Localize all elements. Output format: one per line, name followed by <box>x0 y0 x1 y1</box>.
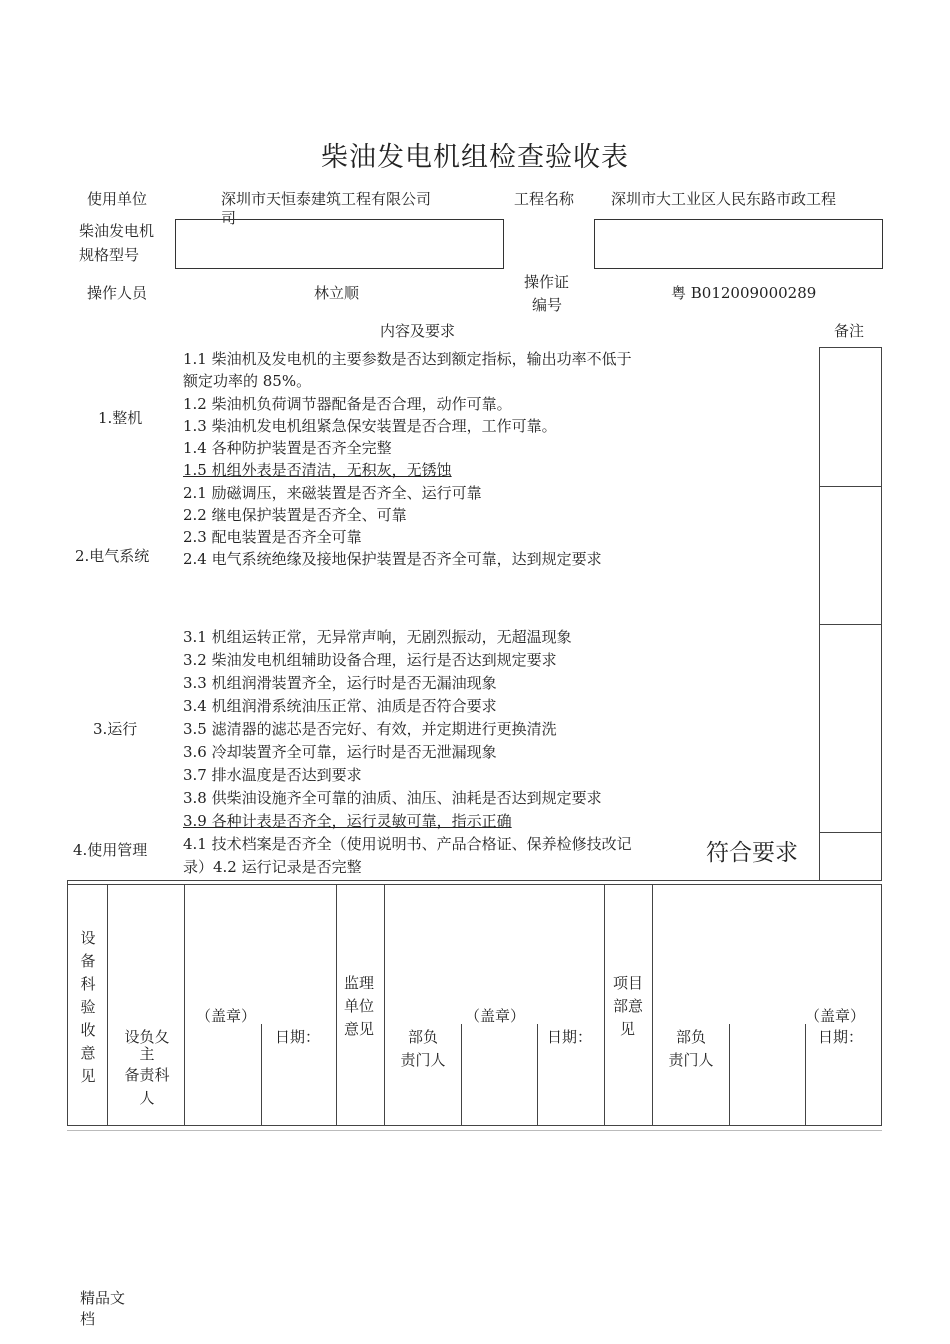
item-2-4: 2.4 电气系统绝缘及接地保护装置是否齐全可靠，达到规定要求 <box>183 550 602 568</box>
signoff-col <box>384 884 385 1126</box>
date-2: 日期： <box>547 1028 593 1046</box>
signoff-col <box>184 884 185 1126</box>
footer-line1: 精品文 <box>80 1289 126 1307</box>
footer-line2: 档 <box>80 1310 96 1328</box>
item-3-4: 3.4 机组润滑系统油压正常、油质是否符合要求 <box>183 697 497 715</box>
item-1-1: 1.1 柴油机及发电机的主要参数是否达到额定指标，输出功率不低于 <box>183 350 632 368</box>
signoff-top-line-2 <box>67 884 882 885</box>
date-1: 日期： <box>275 1028 321 1046</box>
item-1-3: 1.3 柴油机发电机组紧急保安装置是否合理，工作可靠。 <box>183 417 557 435</box>
equipment-dept-label: 设备科验收意见 <box>80 929 96 1085</box>
signoff-col <box>336 884 337 1126</box>
operator-label: 操作人员 <box>87 284 148 302</box>
remarks-right-border <box>881 347 882 880</box>
supervision-line3: 意见 <box>344 1020 375 1038</box>
project-dept-line3: 见 <box>620 1020 636 1038</box>
signoff-top-line <box>67 880 882 881</box>
item-3-1: 3.1 机组运转正常，无异常声响，无剧烈振动，无超温现象 <box>183 628 572 646</box>
item-3-6: 3.6 冷却装置齐全可靠，运行时是否无泄漏现象 <box>183 743 497 761</box>
supervision-line1: 监理 <box>344 974 375 992</box>
supervision-line2: 单位 <box>344 997 375 1015</box>
signoff-col <box>604 884 605 1126</box>
project-dept-line1: 项目 <box>613 974 644 992</box>
seal-3: （盖章） <box>805 1007 866 1025</box>
seal-1: （盖章） <box>196 1007 257 1025</box>
item-3-7: 3.7 排水温度是否达到要求 <box>183 766 362 784</box>
signoff-col <box>805 1024 806 1126</box>
dept-head-a-line2: 责门人 <box>400 1051 446 1069</box>
item-1-4: 1.4 各种防护装置是否齐全完整 <box>183 439 392 457</box>
item-2-3: 2.3 配电装置是否齐全可靠 <box>183 528 362 546</box>
use-unit-value: 深圳市天恒泰建筑工程有限公司 <box>221 190 432 208</box>
section-1-label: 1.整机 <box>98 409 143 427</box>
signoff-col <box>261 1024 262 1126</box>
cert-value: 粤 B012009000289 <box>671 284 817 302</box>
item-2-2: 2.2 继电保护装置是否齐全、可靠 <box>183 506 407 524</box>
item-2-1: 2.1 励磁调压，来磁装置是否齐全、运行可靠 <box>183 484 482 502</box>
dept-head-a-line1: 部负 <box>407 1028 438 1046</box>
cert-label-line2: 编号 <box>532 296 563 314</box>
use-unit-value-tail: 司 <box>221 209 237 227</box>
remarks-left-border <box>819 347 820 880</box>
item-4-1: 4.1 技术档案是否齐全（使用说明书、产品合格证、保养检修技改记 <box>183 835 632 853</box>
project-dept-line2: 部意 <box>613 997 644 1015</box>
signoff-bottom-line <box>67 1125 882 1126</box>
item-3-9: 3.9 各种计表是否齐全，运行灵敏可靠，指示正确 <box>183 812 512 830</box>
remarks-header: 备注 <box>834 322 865 340</box>
signoff-col <box>107 884 108 1126</box>
item-3-3: 3.3 机组润滑装置齐全，运行时是否无漏油现象 <box>183 674 497 692</box>
signoff-col <box>729 1024 730 1126</box>
equipment-person-line1: 设负夂 <box>124 1028 170 1046</box>
operator-value: 林立顺 <box>314 284 360 302</box>
spec-label-line2: 规格型号 <box>79 246 140 264</box>
spec-label-line1: 柴油发电机 <box>79 222 155 240</box>
section-3-label: 3.运行 <box>93 720 138 738</box>
equipment-person-line3: 备责科 <box>124 1066 170 1084</box>
item-3-2: 3.2 柴油发电机组辅助设备合理，运行是否达到规定要求 <box>183 651 557 669</box>
remarks-line <box>819 832 882 833</box>
conclusion-text: 符合要求 <box>706 840 798 866</box>
section-2-label: 2.电气系统 <box>75 547 150 565</box>
cert-label-line1: 操作证 <box>524 273 570 291</box>
item-1-1-cont: 额定功率的 85%。 <box>183 372 312 390</box>
page-title: 柴油发电机组检查验收表 <box>321 142 629 173</box>
signoff-col <box>537 1024 538 1126</box>
item-3-5: 3.5 滤清器的滤芯是否完好、有效，并定期进行更换清洗 <box>183 720 557 738</box>
remarks-line <box>819 486 882 487</box>
equipment-person-line4: 人 <box>139 1089 155 1107</box>
content-header: 内容及要求 <box>380 322 456 340</box>
item-1-2: 1.2 柴油机负荷调节器配备是否合理，动作可靠。 <box>183 395 512 413</box>
signoff-col <box>652 884 653 1126</box>
dept-head-b-line2: 责门人 <box>668 1051 714 1069</box>
use-unit-label: 使用单位 <box>87 190 148 208</box>
spec-input-box-right <box>594 219 883 269</box>
equipment-person-line2: 主 <box>139 1045 155 1063</box>
signoff-bottom-shadow <box>67 1130 882 1131</box>
section-4-label: 4.使用管理 <box>73 841 148 859</box>
date-3: 日期： <box>818 1028 864 1046</box>
dept-head-b-line1: 部负 <box>675 1028 706 1046</box>
project-value: 深圳市大工业区人民东路市政工程 <box>611 190 837 208</box>
remarks-line <box>819 624 882 625</box>
remarks-line <box>819 347 882 348</box>
project-label: 工程名称 <box>514 190 575 208</box>
signoff-col <box>881 884 882 1126</box>
item-3-8: 3.8 供柴油设施齐全可靠的油质、油压、油耗是否达到规定要求 <box>183 789 602 807</box>
item-1-5: 1.5 机组外表是否清洁，无积灰，无锈蚀 <box>183 461 452 479</box>
signoff-col <box>67 880 68 1126</box>
spec-input-box <box>175 219 504 269</box>
item-4-2: 录）4.2 运行记录是否完整 <box>183 858 362 876</box>
seal-2: （盖章） <box>465 1007 526 1025</box>
signoff-col <box>461 1024 462 1126</box>
